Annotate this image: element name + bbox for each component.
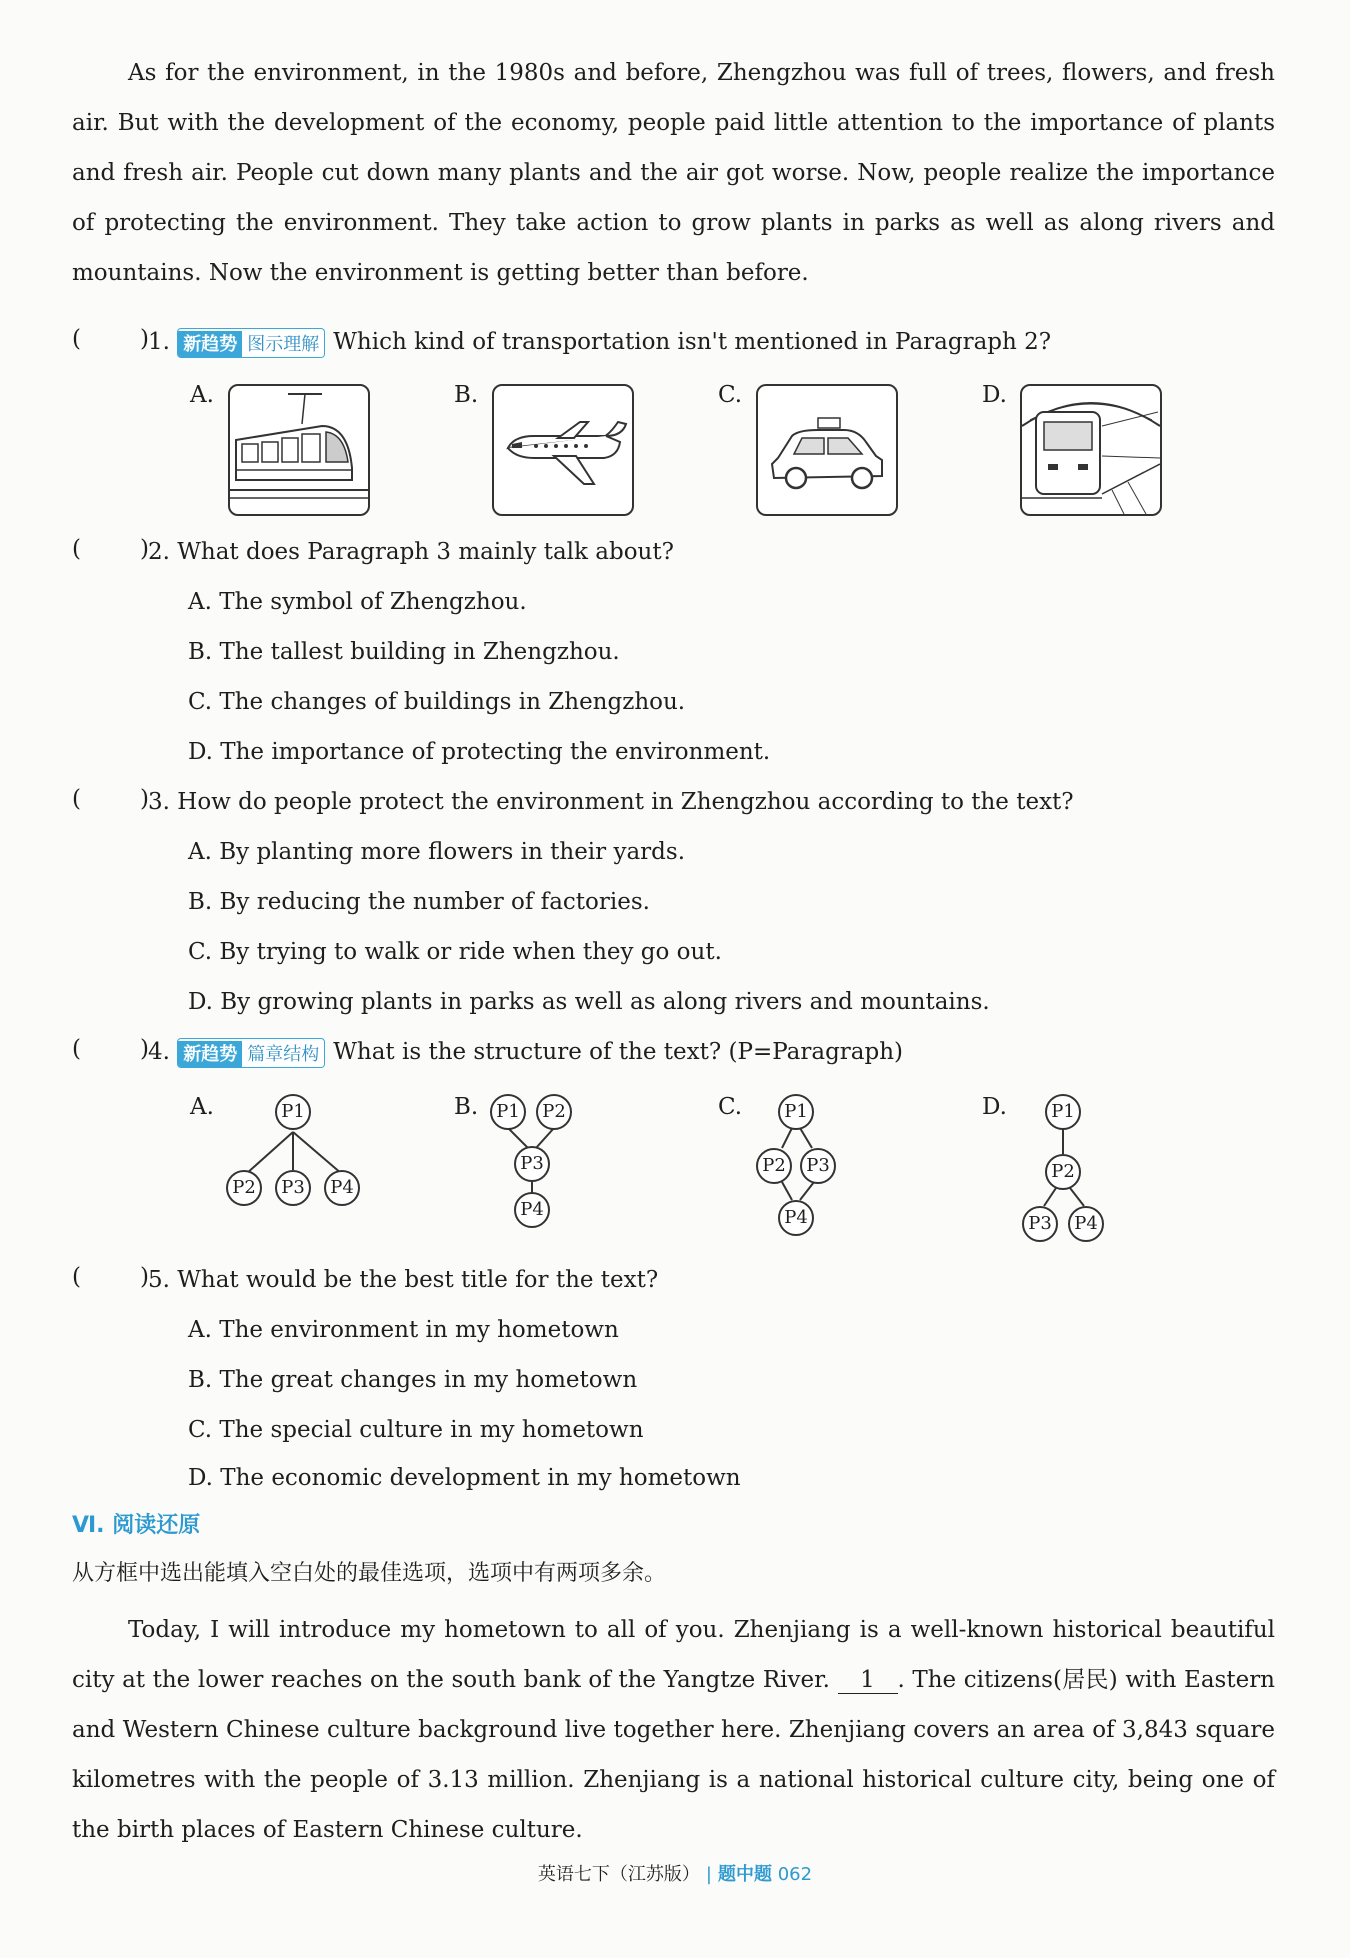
option-a: A. By planting more flowers in their yards. <box>188 839 686 865</box>
question-number: 3. <box>148 789 170 815</box>
paragraph-node: P1 <box>1045 1094 1081 1130</box>
answer-paren-right: ) <box>140 786 149 812</box>
reading-passage <box>72 1605 1275 1855</box>
option-letter: A. <box>190 382 214 408</box>
option-c: C. By trying to walk or ride when they go out. <box>188 939 722 965</box>
paragraph-node: P4 <box>778 1200 814 1236</box>
passage-part-2: . The citizens(居民) with Eastern and Western Chinese culture background live together here. Zhenjiang covers an area of 3,843 square kilometres with the people of 3.13 million. Zhenjiang is a national historical culture city, being one of the birth places of Eastern Chinese culture. <box>72 1667 1275 1843</box>
question-5 <box>148 1264 658 1296</box>
option-c: C. The special culture in my hometown <box>188 1417 644 1443</box>
paragraph-node: P3 <box>800 1148 836 1184</box>
paragraph-node: P3 <box>514 1146 550 1182</box>
option-letter: C. <box>718 1094 743 1120</box>
question-number: 2. <box>148 539 170 565</box>
section-title: Ⅵ. 阅读还原 <box>72 1513 201 1538</box>
paragraph-node: P3 <box>1022 1206 1058 1242</box>
paragraph-node: P2 <box>536 1094 572 1130</box>
option-letter: D. <box>982 382 1007 408</box>
passage-part-1: Today, I will introduce my hometown to all of you. Zhenjiang is a well-known historical beautiful city at the lower reaches on the south bank of the Yangtze River. <box>72 1617 1275 1693</box>
option-c: C. The changes of buildings in Zhengzhou. <box>188 689 686 715</box>
question-number: 1. <box>148 329 170 355</box>
paragraph-node: P1 <box>490 1094 526 1130</box>
trend-tag: 新趋势 图示理解 <box>177 328 325 358</box>
paragraph-node: P4 <box>1068 1206 1104 1242</box>
option-a: A. The symbol of Zhengzhou. <box>188 589 527 615</box>
question-text: How do people protect the environment in Zhengzhou according to the text? <box>177 789 1074 815</box>
book-title: 英语七下（江苏版） <box>537 1864 700 1885</box>
answer-paren-right: ) <box>140 326 149 352</box>
option-b: B. By reducing the number of factories. <box>188 889 650 915</box>
option-d: D. The importance of protecting the environment. <box>188 739 771 765</box>
answer-paren-left: ( <box>72 326 81 352</box>
answer-paren-right: ) <box>140 536 149 562</box>
section-instruction: 从方框中选出能填入空白处的最佳选项，选项中有两项多余。 <box>72 1561 667 1586</box>
answer-paren-right: ) <box>140 1036 149 1062</box>
option-letter: A. <box>190 1094 214 1120</box>
option-d: D. By growing plants in parks as well as along rivers and mountains. <box>188 989 990 1015</box>
option-letter: B. <box>454 382 479 408</box>
paragraph-node: P1 <box>275 1094 311 1130</box>
question-text: Which kind of transportation isn't mentioned in Paragraph 2? <box>333 329 1052 355</box>
trend-tag: 新趋势 篇章结构 <box>177 1038 325 1068</box>
paragraph-node: P2 <box>226 1170 262 1206</box>
paragraph-node: P3 <box>275 1170 311 1206</box>
option-d: D. The economic development in my hometown <box>188 1465 741 1491</box>
page-number: 062 <box>777 1864 813 1885</box>
question-text: What would be the best title for the text? <box>177 1267 659 1293</box>
paragraph-node: P1 <box>778 1094 814 1130</box>
option-letter: B. <box>454 1094 479 1120</box>
question-number: 4. <box>148 1039 170 1065</box>
intro-paragraph: As for the environment, in the 1980s and before, Zhengzhou was full of trees, flowers, and fresh air. But with the development of the economy, people paid little attention to the importance of plants and fresh air. People cut down many plants and the air got worse. Now, people realize the importance of protecting the environment. They take action to grow plants in parks as well as along rivers and mountains. Now the environment is getting better than before. <box>72 60 1275 286</box>
blank-1[interactable]: 1 <box>838 1667 898 1694</box>
page-footer: 英语七下（江苏版） | 题中题 062 <box>537 1864 813 1885</box>
question-text: What does Paragraph 3 mainly talk about? <box>177 539 674 565</box>
paragraph-node: P2 <box>756 1148 792 1184</box>
answer-paren-left: ( <box>72 1264 81 1290</box>
answer-paren-left: ( <box>72 1036 81 1062</box>
question-text: What is the structure of the text? (P=Paragraph) <box>333 1039 904 1065</box>
paragraph-node: P2 <box>1045 1154 1081 1190</box>
option-letter: C. <box>718 382 743 408</box>
answer-paren-right: ) <box>140 1264 149 1290</box>
option-a: A. The environment in my hometown <box>188 1317 619 1343</box>
paragraph-node: P4 <box>324 1170 360 1206</box>
answer-paren-left: ( <box>72 786 81 812</box>
paragraph-node: P4 <box>514 1192 550 1228</box>
option-b: B. The great changes in my hometown <box>188 1367 638 1393</box>
series-name: 题中题 <box>717 1864 772 1885</box>
option-letter: D. <box>982 1094 1007 1120</box>
question-number: 5. <box>148 1267 170 1293</box>
answer-paren-left: ( <box>72 536 81 562</box>
option-b: B. The tallest building in Zhengzhou. <box>188 639 620 665</box>
